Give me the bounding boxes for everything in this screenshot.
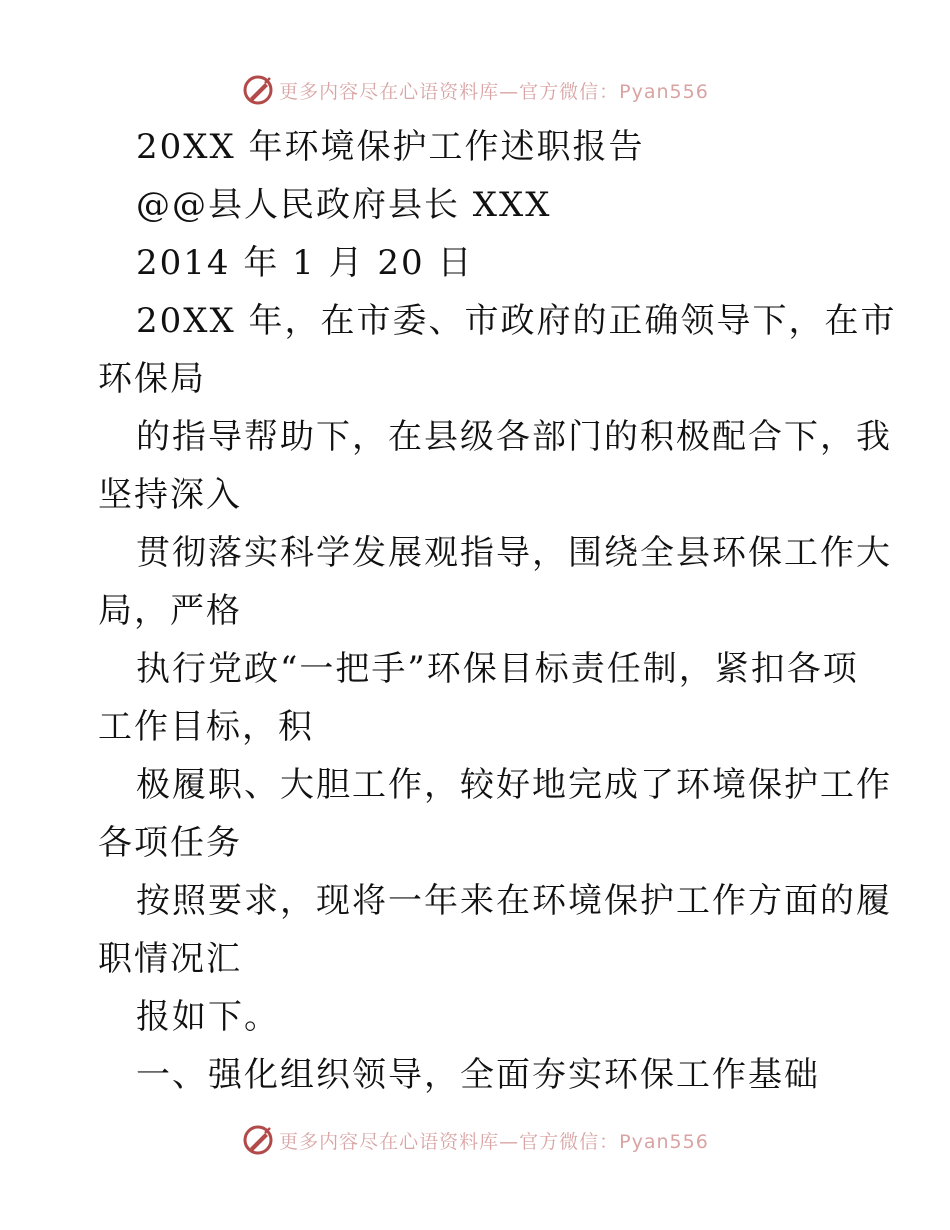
fountain-pen-logo-icon — [241, 1123, 275, 1157]
footer-watermark — [0, 1120, 950, 1160]
document-title: 20XX 年环境保护工作述职报告 — [136, 127, 645, 167]
footer-watermark-text: 更多内容尽在心语资料库—官方微信：Pyan556 — [279, 1130, 709, 1153]
author-line: @@县人民政府县长 XXX — [136, 185, 552, 225]
date-line: 2014 年 1 月 20 日 — [136, 243, 474, 283]
header-watermark — [0, 70, 950, 110]
paragraph-line: 按照要求，现将一年来在环境保护工作方面的履 — [136, 881, 892, 921]
fountain-pen-logo-icon — [241, 73, 275, 107]
paragraph-line: 执行党政“一把手”环保目标责任制，紧扣各项 — [136, 649, 859, 689]
paragraph-line: 极履职、大胆工作，较好地完成了环境保护工作 — [136, 765, 892, 805]
paragraph-line: 报如下。 — [136, 997, 280, 1037]
paragraph-line: 各项任务 — [98, 823, 242, 863]
paragraph-line: 职情况汇 — [98, 939, 242, 979]
paragraph-line: 贯彻落实科学发展观指导，围绕全县环保工作大 — [136, 533, 892, 573]
section-heading: 一、强化组织领导，全面夯实环保工作基础 — [136, 1055, 820, 1095]
paragraph-line: 工作目标，积 — [98, 707, 314, 747]
header-watermark-text: 更多内容尽在心语资料库—官方微信：Pyan556 — [279, 80, 709, 103]
document-body — [98, 118, 897, 1104]
paragraph-line: 的指导帮助下，在县级各部门的积极配合下，我 — [136, 417, 892, 457]
paragraph-line: 坚持深入 — [98, 475, 242, 515]
paragraph-line: 环保局 — [98, 359, 206, 399]
paragraph-line: 局，严格 — [98, 591, 242, 631]
paragraph-line: 20XX 年，在市委、市政府的正确领导下，在市 — [136, 301, 897, 341]
